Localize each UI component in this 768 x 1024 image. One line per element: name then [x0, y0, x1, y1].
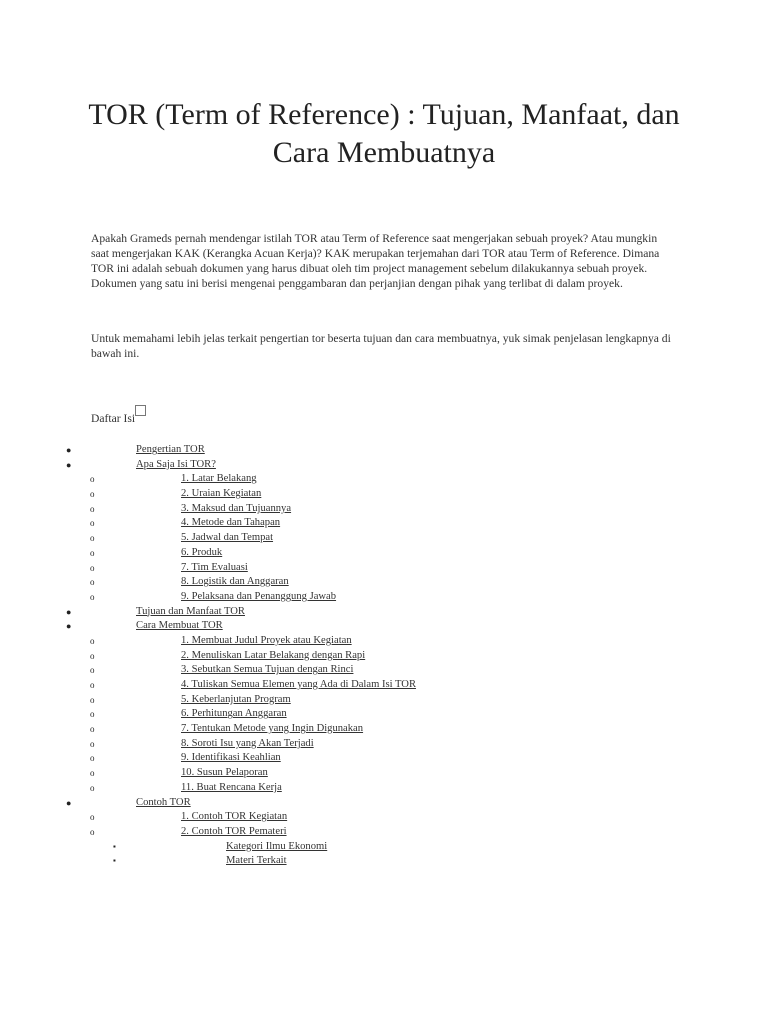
toc-link[interactable]: Contoh TOR [136, 796, 191, 808]
toc-item [0, 502, 768, 517]
toc-link[interactable]: 2. Contoh TOR Pemateri [181, 825, 287, 837]
toc-link[interactable]: 7. Tim Evaluasi [181, 561, 248, 573]
circle-bullet-icon: o [90, 753, 95, 764]
toc-link[interactable]: Pengertian TOR [136, 444, 205, 455]
toc-link[interactable]: Tujuan dan Manfaat TOR [136, 605, 245, 617]
toc-item [0, 766, 768, 781]
toc-link[interactable]: 5. Jadwal dan Tempat [181, 532, 274, 544]
toc-item [0, 605, 768, 620]
bullet-icon: ● [66, 621, 72, 632]
toc-heading-label: Daftar Isi [91, 412, 136, 425]
toc-item [0, 737, 768, 752]
circle-bullet-icon: o [90, 782, 95, 793]
toc-link[interactable]: 1. Latar Belakang [181, 473, 257, 485]
toc-link[interactable]: 7. Tentukan Metode yang Ingin Digunakan [181, 723, 364, 735]
toc-link[interactable]: 3. Sebutkan Semua Tujuan dengan Rinci [181, 664, 354, 676]
circle-bullet-icon: o [90, 826, 95, 837]
toc-link[interactable]: 4. Metode dan Tahapan [181, 517, 281, 529]
bullet-icon: ● [66, 459, 72, 470]
toc-item [0, 678, 768, 693]
bullet-icon: ● [66, 797, 72, 808]
toc-link[interactable]: 11. Buat Rencana Kerja [181, 781, 282, 793]
toc-item [0, 854, 768, 869]
table-of-contents [0, 443, 768, 869]
square-bullet-icon: ▪ [113, 841, 116, 851]
toc-link[interactable]: 6. Produk [181, 546, 223, 558]
toc-item [0, 531, 768, 546]
toc-item [0, 840, 768, 855]
circle-bullet-icon: o [90, 577, 95, 588]
circle-bullet-icon: o [90, 518, 95, 529]
circle-bullet-icon: o [90, 533, 95, 544]
toc-link[interactable]: 5. Keberlanjutan Program [181, 693, 291, 705]
toc-item [0, 722, 768, 737]
circle-bullet-icon: o [90, 665, 95, 676]
toc-link[interactable]: 10. Susun Pelaporan [181, 767, 268, 779]
circle-bullet-icon: o [90, 474, 95, 485]
lead-paragraph: Untuk memahami lebih jelas terkait pengertian tor beserta tujuan dan cara membuatnya, yuk simak penjelasan lengkapnya di bawah ini. [91, 332, 671, 360]
toc-toggle-checkbox[interactable] [135, 405, 146, 416]
bullet-icon: ● [66, 606, 72, 617]
bullet-icon: ● [66, 445, 72, 455]
toc-item [0, 472, 768, 487]
toc-item [0, 590, 768, 605]
circle-bullet-icon: o [90, 503, 95, 514]
toc-link[interactable]: 9. Identifikasi Keahlian [181, 752, 281, 764]
toc-item [0, 825, 768, 840]
circle-bullet-icon: o [90, 768, 95, 779]
circle-bullet-icon: o [90, 812, 95, 823]
circle-bullet-icon: o [90, 562, 95, 573]
circle-bullet-icon: o [90, 547, 95, 558]
circle-bullet-icon: o [90, 709, 95, 720]
circle-bullet-icon: o [90, 680, 95, 690]
toc-link[interactable]: 2. Uraian Kegiatan [181, 488, 262, 500]
toc-header [91, 405, 146, 426]
square-bullet-icon: ▪ [113, 856, 116, 866]
toc-link[interactable]: Materi Terkait [226, 855, 287, 867]
toc-item [0, 693, 768, 708]
toc-item [0, 707, 768, 722]
toc-item [0, 487, 768, 502]
toc-link[interactable]: 3. Maksud dan Tujuannya [181, 502, 292, 514]
toc-item [0, 561, 768, 576]
toc-link[interactable]: 2. Menuliskan Latar Belakang dengan Rapi [181, 649, 366, 661]
toc-item [0, 619, 768, 634]
toc-item [0, 575, 768, 590]
toc-link[interactable]: 1. Contoh TOR Kegiatan [181, 811, 288, 823]
toc-link[interactable]: 8. Soroti Isu yang Akan Terjadi [181, 737, 314, 749]
toc-item [0, 810, 768, 825]
circle-bullet-icon: o [90, 591, 95, 602]
toc-item [0, 443, 768, 458]
toc-link[interactable]: 6. Perhitungan Anggaran [181, 708, 287, 720]
circle-bullet-icon: o [90, 738, 95, 749]
circle-bullet-icon: o [90, 635, 95, 646]
circle-bullet-icon: o [90, 489, 95, 500]
toc-item [0, 796, 768, 811]
toc-link[interactable]: Cara Membuat TOR [136, 620, 223, 632]
circle-bullet-icon: o [90, 650, 95, 661]
page-title: TOR (Term of Reference) : Tujuan, Manfaat, dan Cara Membuatnya [88, 98, 680, 169]
toc-item [0, 649, 768, 664]
toc-item [0, 751, 768, 766]
toc-link[interactable]: 4. Tuliskan Semua Elemen yang Ada di Dalam Isi TOR [181, 679, 417, 690]
toc-item [0, 546, 768, 561]
toc-link[interactable]: 8. Logistik dan Anggaran [181, 576, 289, 588]
toc-link[interactable]: 1. Membuat Judul Proyek atau Kegiatan [181, 634, 352, 646]
circle-bullet-icon: o [90, 724, 95, 735]
intro-paragraph: Apakah Grameds pernah mendengar istilah TOR atau Term of Reference saat mengerjakan sebuah proyek? Atau mungkin saat mengerjakan KAK (Kerangka Acuan Kerja)? KAK merupakan terjemahan dari TOR atau Term of Reference. Dimana TOR ini adalah sebuah dokumen yang harus dibuat oleh tim project management sebelum dilakukannya sebuah proyek. Dokumen yang satu ini berisi mengenai penggambaran dan perjanjian dengan pihak yang terlibat di dalam proyek. [91, 232, 660, 290]
circle-bullet-icon: o [90, 694, 95, 705]
toc-item [0, 458, 768, 473]
toc-item [0, 663, 768, 678]
toc-item [0, 634, 768, 649]
toc-link[interactable]: Apa Saja Isi TOR? [136, 458, 216, 470]
toc-link[interactable]: Kategori Ilmu Ekonomi [226, 840, 328, 852]
toc-item [0, 781, 768, 796]
toc-item [0, 516, 768, 531]
toc-link[interactable]: 9. Pelaksana dan Penanggung Jawab [181, 590, 337, 602]
